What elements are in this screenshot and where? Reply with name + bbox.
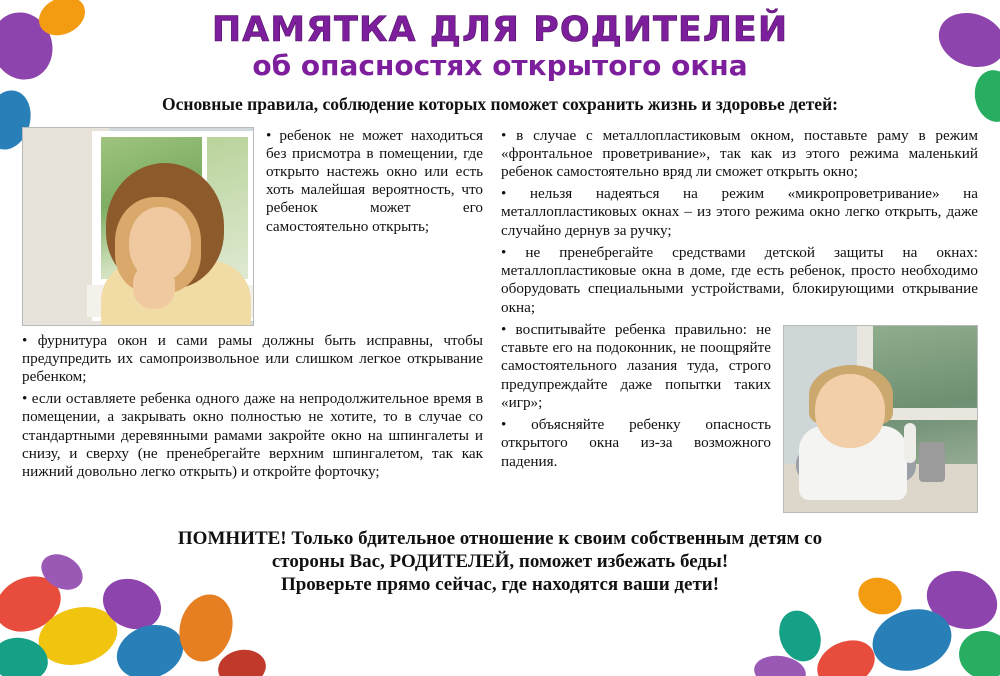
poster-header xyxy=(0,0,1000,115)
left-item-2: • фурнитура окон и сами рамы должны быть исправны, чтобы предупредить их самопроизвольное или слишком легкое открывание ребенком; xyxy=(22,331,484,386)
page-subtitle-title: об опасностях открытого окна xyxy=(252,48,748,82)
footer-line-2: стороны Вас, РОДИТЕЛЕЙ, поможет избежать беды! xyxy=(271,551,729,573)
page-title: ПАМЯТКА ДЛЯ РОДИТЕЛЕЙ xyxy=(211,10,789,50)
right-column xyxy=(501,127,978,517)
footer-line-3: Проверьте прямо сейчас, где находятся ваши дети! xyxy=(280,574,720,596)
toddler-sitting-on-windowsill-photo xyxy=(783,325,978,513)
girl-looking-out-window-photo xyxy=(22,127,254,326)
left-item-3: • если оставляете ребенка одного даже на непродолжительное время в помещении, а закрывать окно полностью не хотите, то в случае со стандартными деревянными рамами закройте окно на шпингалеты и снизу, и сверху (не пренебрегайте верхним шпингалетом, так как нижний довольно легко открыть) и откройте форточку; xyxy=(22,390,484,481)
footer-line-1: ПОМНИТЕ! Только бдительное отношение к своим собственным детям со xyxy=(177,527,823,549)
right-item-1: • в случае с металлопластиковым окном, поставьте раму в режим «фронтальное проветривание», так как из этого режима маленький ребенок самостоятельно вряд ли сможет открыть окно; xyxy=(501,126,978,181)
right-item-3: • не пренебрегайте средствами детской защиты на окнах: металлопластиковые окна в доме, где есть ребенок, просто необходимо оборудовать специальными устройствами, блокирующими открывание окна; xyxy=(501,243,978,316)
intro-line: Основные правила, соблюдение которых поможет сохранить жизнь и здоровье детей: xyxy=(162,93,838,114)
right-item-2: • нельзя надеяться на режим «микропроветривание» на металлопластиковых окнах – из этого режима окно легко открыть, даже случайно дернув за ручку; xyxy=(501,185,978,239)
right-item-5: • объясняйте ребенку опасность открытого окна из-за возможного падения. xyxy=(501,416,771,470)
left-column xyxy=(22,127,483,486)
left-item-1: • ребенок не может находиться без присмотра в помещении, где открыто настежь окно или есть хоть малейшая вероятность, что ребенок может его самостоятельно открыть; xyxy=(266,126,484,235)
right-item-4: • воспитывайте ребенка правильно: не ставьте его на подоконник, не поощряйте самостоятельного лазания туда, строго предупреждайте даже попытки таких «игр»; xyxy=(501,320,771,411)
content-columns xyxy=(0,127,1000,517)
footer-callout xyxy=(0,527,1000,597)
